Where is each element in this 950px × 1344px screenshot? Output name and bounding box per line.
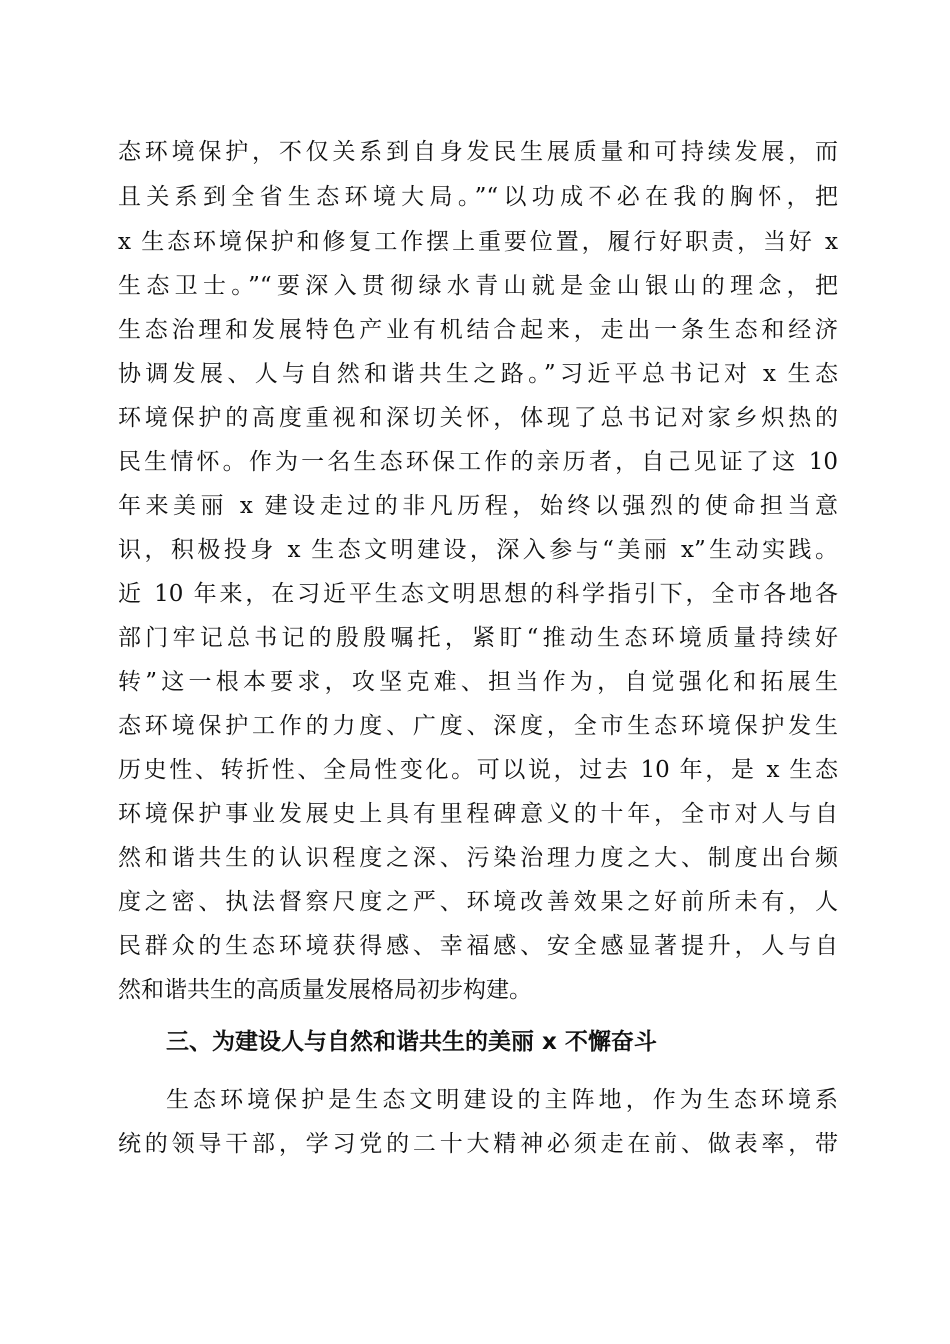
body-text-line: 部门牢记总书记的殷殷嘱托，紧盯“推动生态环境质量持续好: [118, 625, 838, 651]
body-text-line: 然和谐共生的认识程度之深、污染治理力度之大、制度出台频: [118, 845, 838, 871]
body-text-line: 环境保护事业发展史上具有里程碑意义的十年，全市对人与自: [118, 801, 838, 827]
body-text-line: 态环境保护工作的力度、广度、深度，全市生态环境保护发生: [118, 713, 838, 739]
section-heading: 三、为建设人与自然和谐共生的美丽 x 不懈奋斗: [166, 1029, 657, 1055]
body-text-line: 生态卫士。”“要深入贯彻绿水青山就是金山银山的理念，把: [118, 273, 838, 299]
body-text-line: 协调发展、人与自然和谐共生之路。”习近平总书记对 x 生态: [118, 361, 838, 387]
body-text-line: x 生态环境保护和修复工作摆上重要位置，履行好职责，当好 x: [118, 229, 838, 255]
body-text-line: 然和谐共生的高质量发展格局初步构建。: [118, 977, 532, 1003]
body-text-line: 民生情怀。作为一名生态环保工作的亲历者，自己见证了这 10: [118, 449, 838, 475]
body-text-line: 民群众的生态环境获得感、幸福感、安全感显著提升，人与自: [118, 933, 838, 959]
body-text-line: 识，积极投身 x 生态文明建设，深入参与“美丽 x”生动实践。: [118, 537, 838, 563]
body-text-line: 转”这一根本要求，攻坚克难、担当作为，自觉强化和拓展生: [118, 669, 838, 695]
body-text-line: 环境保护的高度重视和深切关怀，体现了总书记对家乡炽热的: [118, 405, 838, 431]
body-text-line: 度之密、执法督察尺度之严、环境改善效果之好前所未有，人: [118, 889, 838, 915]
body-text-line: 且关系到全省生态环境大局。”“以功成不必在我的胸怀，把: [118, 184, 838, 210]
body-text-line: 统的领导干部，学习党的二十大精神必须走在前、做表率，带: [118, 1131, 838, 1157]
body-text-line: 年来美丽 x 建设走过的非凡历程，始终以强烈的使命担当意: [118, 493, 838, 519]
body-text-line: 生态环境保护是生态文明建设的主阵地，作为生态环境系: [166, 1087, 838, 1113]
body-text-line: 生态治理和发展特色产业有机结合起来，走出一条生态和经济: [118, 317, 838, 343]
body-text-line: 近 10 年来，在习近平生态文明思想的科学指引下，全市各地各: [118, 581, 838, 607]
body-text-line: 历史性、转折性、全局性变化。可以说，过去 10 年，是 x 生态: [118, 757, 838, 783]
body-text-line: 态环境保护，不仅关系到自身发民生展质量和可持续发展，而: [118, 139, 838, 165]
